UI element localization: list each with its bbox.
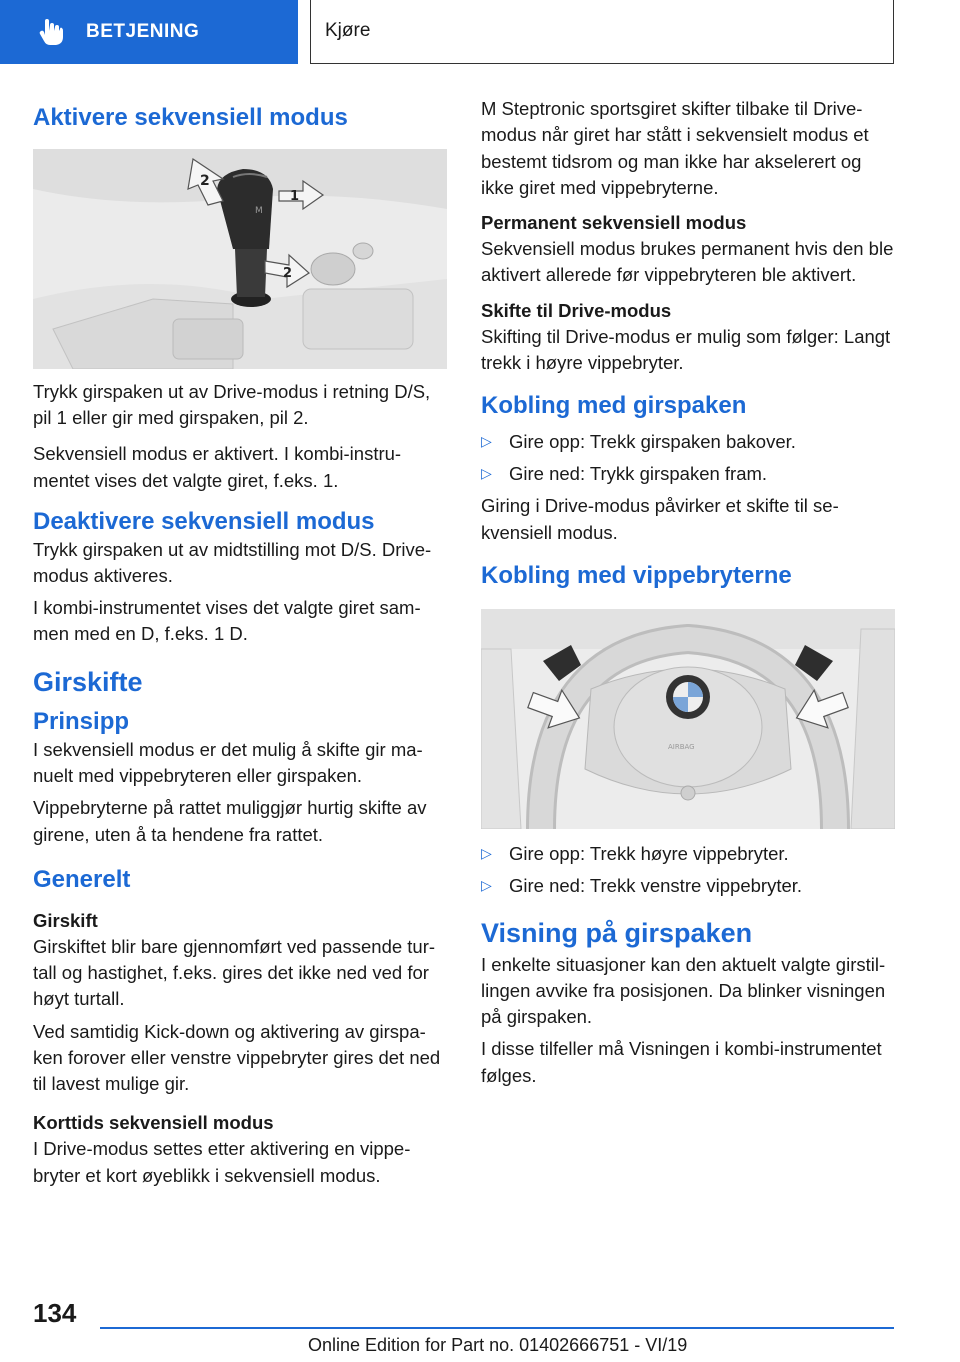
triangle-right-icon: ▷ [481,465,492,482]
heading-prinsipp: Prinsipp [33,708,130,736]
chapter-box [310,0,894,64]
bullet-gire-ned-vippe: Gire ned: Trekk venstre vippebryter. [509,874,803,896]
lever-badge: M [255,205,263,216]
list-item [481,841,897,867]
triangle-right-icon: ▷ [481,876,492,893]
gear-lever-illustration [33,149,447,369]
airbag-label: AIRBAG [668,742,695,751]
para-visning-1: I enkelte situasjoner kan den aktuelt valgte girstil-lingen avvike fra posisjonen. Da blinker visningen på girspaken. [481,953,886,1028]
para-giring-drive: Giring i Drive-modus påvirker et skifte til se-kvensiell modus. [481,495,839,543]
heading-girskift: Girskift [33,909,98,931]
heading-deaktivere: Deaktivere sekvensiell modus [33,507,375,535]
edition-text: Online Edition for Part no. 01402666751 - VI/19 [308,1335,688,1355]
list-item [481,461,897,487]
heading-kobling-girspaken: Kobling med girspaken [481,392,747,420]
heading-girskifte: Girskifte [33,666,143,697]
heading-aktivere: Aktivere sekvensiell modus [33,104,348,131]
para-aktivere-1: Trykk girspaken ut av Drive-modus i retning D/S, pil 1 eller gir med girspaken, pil 2. [33,380,431,429]
steering-wheel-illustration [481,609,895,829]
triangle-right-icon: ▷ [481,432,492,449]
bullet-gire-opp-spak: Gire opp: Trekk girspaken bakover. [509,430,796,452]
section-tab [0,0,298,64]
arrow-2-top-label: 2 [200,172,210,189]
section-label: BETJENING [86,21,200,42]
para-visning-2: I disse tilfeller må Visningen i kombi-instrumentet følges. [481,1038,882,1086]
bullet-gire-ned-spak: Gire ned: Trykk girspaken fram. [509,463,768,485]
para-girskift-1: Girskiftet blir bare gjennomført ved passende tur-tall og hastighet, f.eks. gires det ikke ned ved for høyt turtall. [33,935,436,1010]
heading-visning: Visning på girspaken [481,918,753,949]
hand-pointer-icon [36,17,66,47]
heading-kobling-vippebryterne: Kobling med vippebryterne [481,561,792,589]
para-aktivere-2: Sekvensiell modus er aktivert. I kombi-instru-mentet vises det valgte giret, f.eks. 1. [33,443,402,491]
arrow-2-bottom-label: 2 [283,265,293,281]
heading-skifte-drive: Skifte til Drive-modus [481,299,672,321]
footer-divider [100,1327,894,1329]
heading-permanent: Permanent sekvensiell modus [481,212,747,234]
list-item [481,873,897,899]
para-korttids: I Drive-modus settes etter aktivering en vippe-bryter et kort øyeblikk i sekvensiell modus. [33,1138,411,1186]
list-item [481,429,897,455]
para-permanent: Sekvensiell modus brukes permanent hvis den ble aktivert allerede før vippebryteren ble aktivert. [481,238,894,286]
para-skifte-drive: Skifting til Drive-modus er mulig som følger: Langt trekk i høyre vippebryter. [481,325,891,373]
triangle-right-icon: ▷ [481,844,492,861]
arrow-1-label: 1 [290,188,300,204]
para-girskift-2: Ved samtidig Kick-down og aktivering av girspa-ken forover eller venstre vippebryter gires det ned til lavest mulige gir. [33,1020,441,1095]
bullet-gire-opp-vippe: Gire opp: Trekk høyre vippebryter. [509,842,789,864]
right-column [481,96,897,1089]
para-prinsipp-1: I sekvensiell modus er det mulig å skifte gir ma-nuelt med vippebryteren eller girspaken. [33,738,423,787]
para-steptronic: M Steptronic sportsgiret skifter tilbake til Drive-modus når giret har stått i sekvensielt modus et bestemt tidsrom og man ikke har akselerert og ikke giret med vippebryterne. [481,98,869,198]
para-deaktivere-1: Trykk girspaken ut av midtstilling mot D/S. Drive-modus aktiveres. [33,538,432,586]
heading-generelt: Generelt [33,865,131,893]
para-prinsipp-2: Vippebryterne på rattet muliggjør hurtig skifte av girene, uten å ta hendene fra rattet. [33,797,427,845]
page-number: 134 [33,1298,77,1328]
chapter-label: Kjøre [325,20,371,41]
para-deaktivere-2: I kombi-instrumentet vises det valgte giret sam-men med en D, f.eks. 1 D. [33,597,421,645]
left-column [33,96,449,1189]
heading-korttids: Korttids sekvensiell modus [33,1112,274,1134]
